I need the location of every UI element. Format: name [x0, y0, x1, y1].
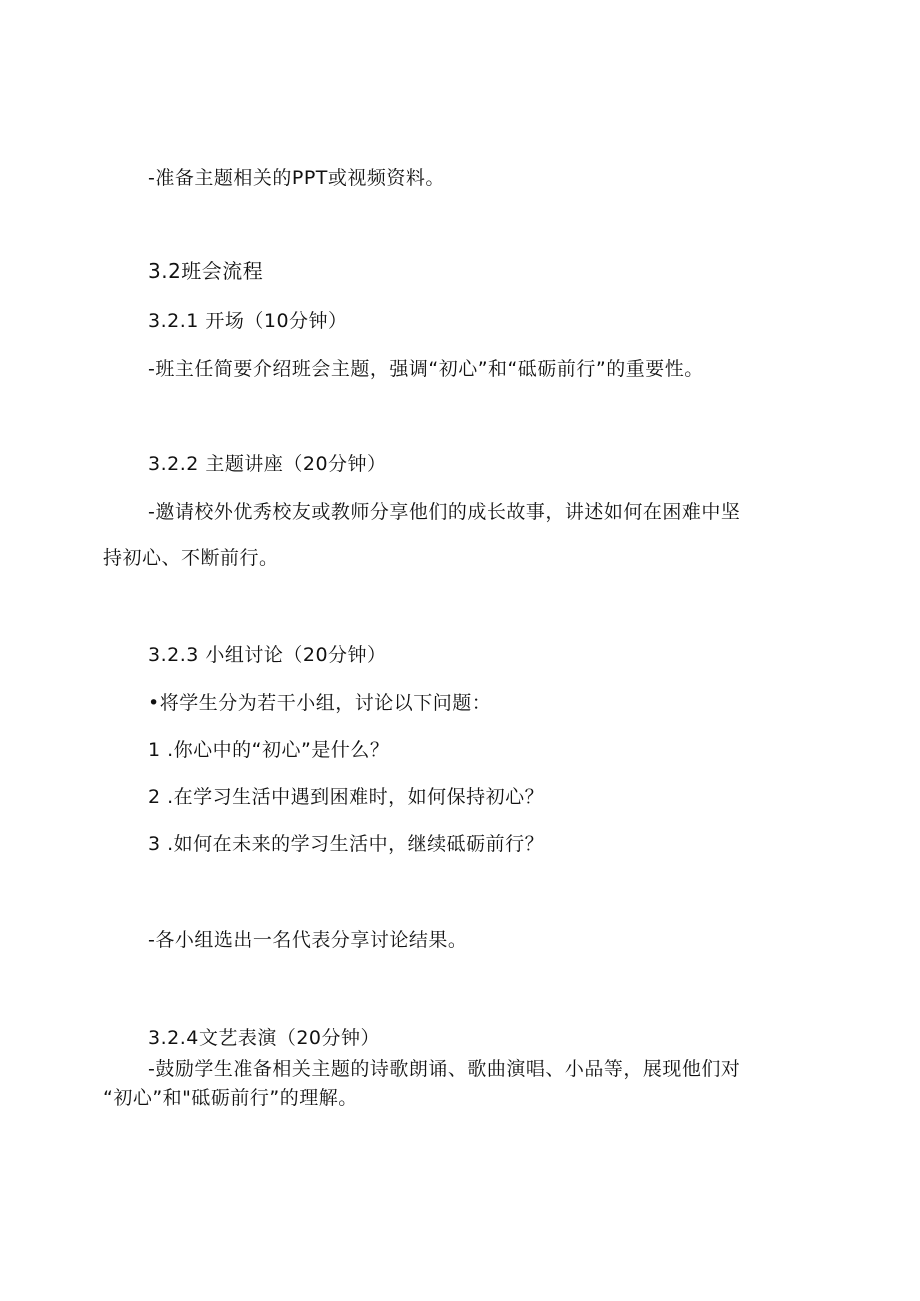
- discussion-share: -各小组选出一名代表分享讨论结果。: [148, 929, 468, 951]
- lecture-text-line-1: -邀请校外优秀校友或教师分享他们的成长故事，讲述如何在困难中坚: [148, 501, 741, 523]
- question-2: 2 .在学习生活中遇到困难时，如何保持初心？: [148, 786, 545, 808]
- prep-ppt-line: -准备主题相关的PPT或视频资料。: [148, 167, 445, 189]
- section-title: 3.2班会流程: [148, 259, 264, 283]
- discussion-title: 3.2.3 小组讨论（20分钟）: [148, 644, 387, 666]
- performance-title: 3.2.4文艺表演（20分钟）: [148, 1027, 381, 1049]
- question-3: 3 .如何在未来的学习生活中，继续砥砺前行？: [148, 833, 545, 855]
- performance-text-line-1: -鼓励学生准备相关主题的诗歌朗诵、歌曲演唱、小品等，展现他们对: [148, 1058, 741, 1080]
- lecture-text-line-2: 持初心、不断前行。: [103, 547, 279, 569]
- opening-text: -班主任简要介绍班会主题，强调“初心”和“砥砺前行”的重要性。: [148, 358, 704, 380]
- performance-text-line-2: “初心”和"砥砺前行”的理解。: [103, 1087, 358, 1109]
- lecture-title: 3.2.2 主题讲座（20分钟）: [148, 453, 387, 475]
- discussion-intro: •将学生分为若干小组，讨论以下问题：: [148, 692, 492, 714]
- opening-title: 3.2.1 开场（10分钟）: [148, 310, 348, 332]
- question-1: 1 .你心中的“初心”是什么？: [148, 739, 390, 761]
